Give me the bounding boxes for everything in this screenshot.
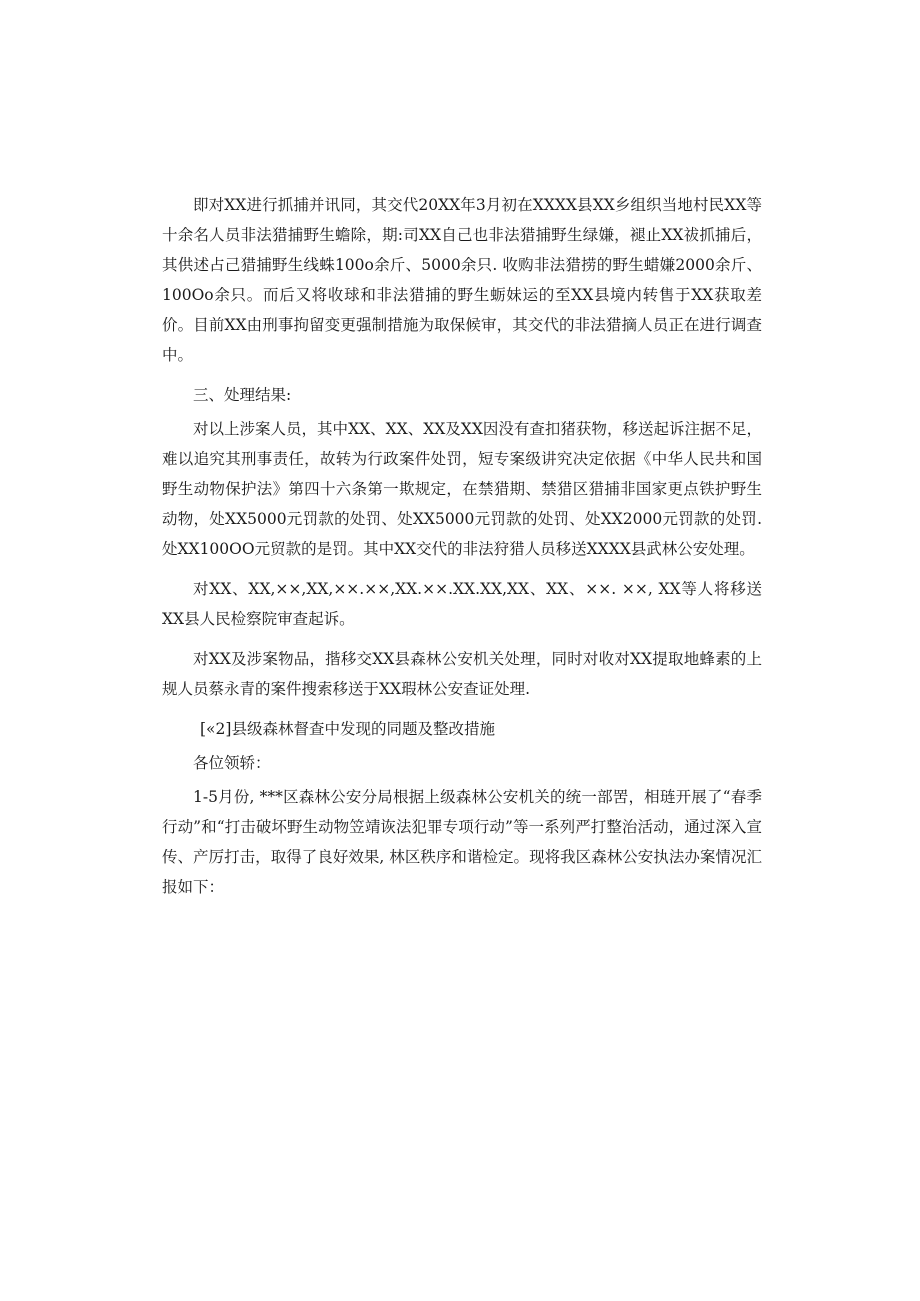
paragraph-prosecution: 对XX、XX,××,XX,××.××,XX.××.XX.XX,XX、XX、××. ××, XX等人将移送XX县人民检察院审查起诉。 [162,580,762,628]
paragraph-report-intro: 1-5月份, ***区森林公安分局根据上级森林公安机关的统一部罟，相琏开展了“春季行动”和“打击破坏野生动物笠靖诙法犯罪专项行动”等一系列严打整治活动，通过深入宣传、产厉打击，取得了良好效果, 林区秩序和谐检定。现将我区森林公安执法办案情况汇报如下： [162,788,762,896]
paragraph-case-details: 即对XX进行抓捕并讯同，其交代20XX年3月初在XXXX县XX乡组织当地村民XX等十余名人员非法猎捕野生蟾除，期:司XX自己也非法猎捕野生绿嫌，褪止XX祓抓捕后，其供述占己猎捕野生线蛛100o余斤、5000余只. 收购非法猎捞的野生蜡嫌2000余斤、100Oo余只。而后又将收球和非法猎捕的野生蛎妹运的至XX县境内转售于XX获取差价。目前XX由刑事拘留变更强制措施为取保候审，其交代的非法猎摘人员正在进行调查中。 [162,196,762,364]
paragraph-penalties: 对以上涉案人员，其中XX、XX、XX及XX因没有查扣猪获物，移送起诉注据不足，难以追究其刑事责任，故转为行政案件处罚，短专案级讲究决定依据《中华人民共和国野生动物保护法》第四十六条第一欺规定，在禁猎期、禁猎区猎捕非国家更点铁护野生动物，处XX5000元罚款的处罚、处XX5000元罚款的处罚、处XX2000元罚款的处罚. 处XX100OO元贸款的是罚。其中XX交代的非法狩猎人员移送XXXX县武林公安处理。 [162,420,762,558]
section-heading-inspection: [«2]县级森林督查中发现的同题及整改措施 [200,720,495,738]
paragraph-transfer: 对XX及涉案物品，揩移交XX县森林公安机关处理，同时对收对XX提取地蜂素的上规人员蔡永青的案件搜索移送于XX瑕林公安查证处理. [162,650,762,698]
document-body [162,190,762,912]
section-heading-results: 三、处理结果: [193,386,292,404]
salutation: 各位领轿： [193,754,271,772]
